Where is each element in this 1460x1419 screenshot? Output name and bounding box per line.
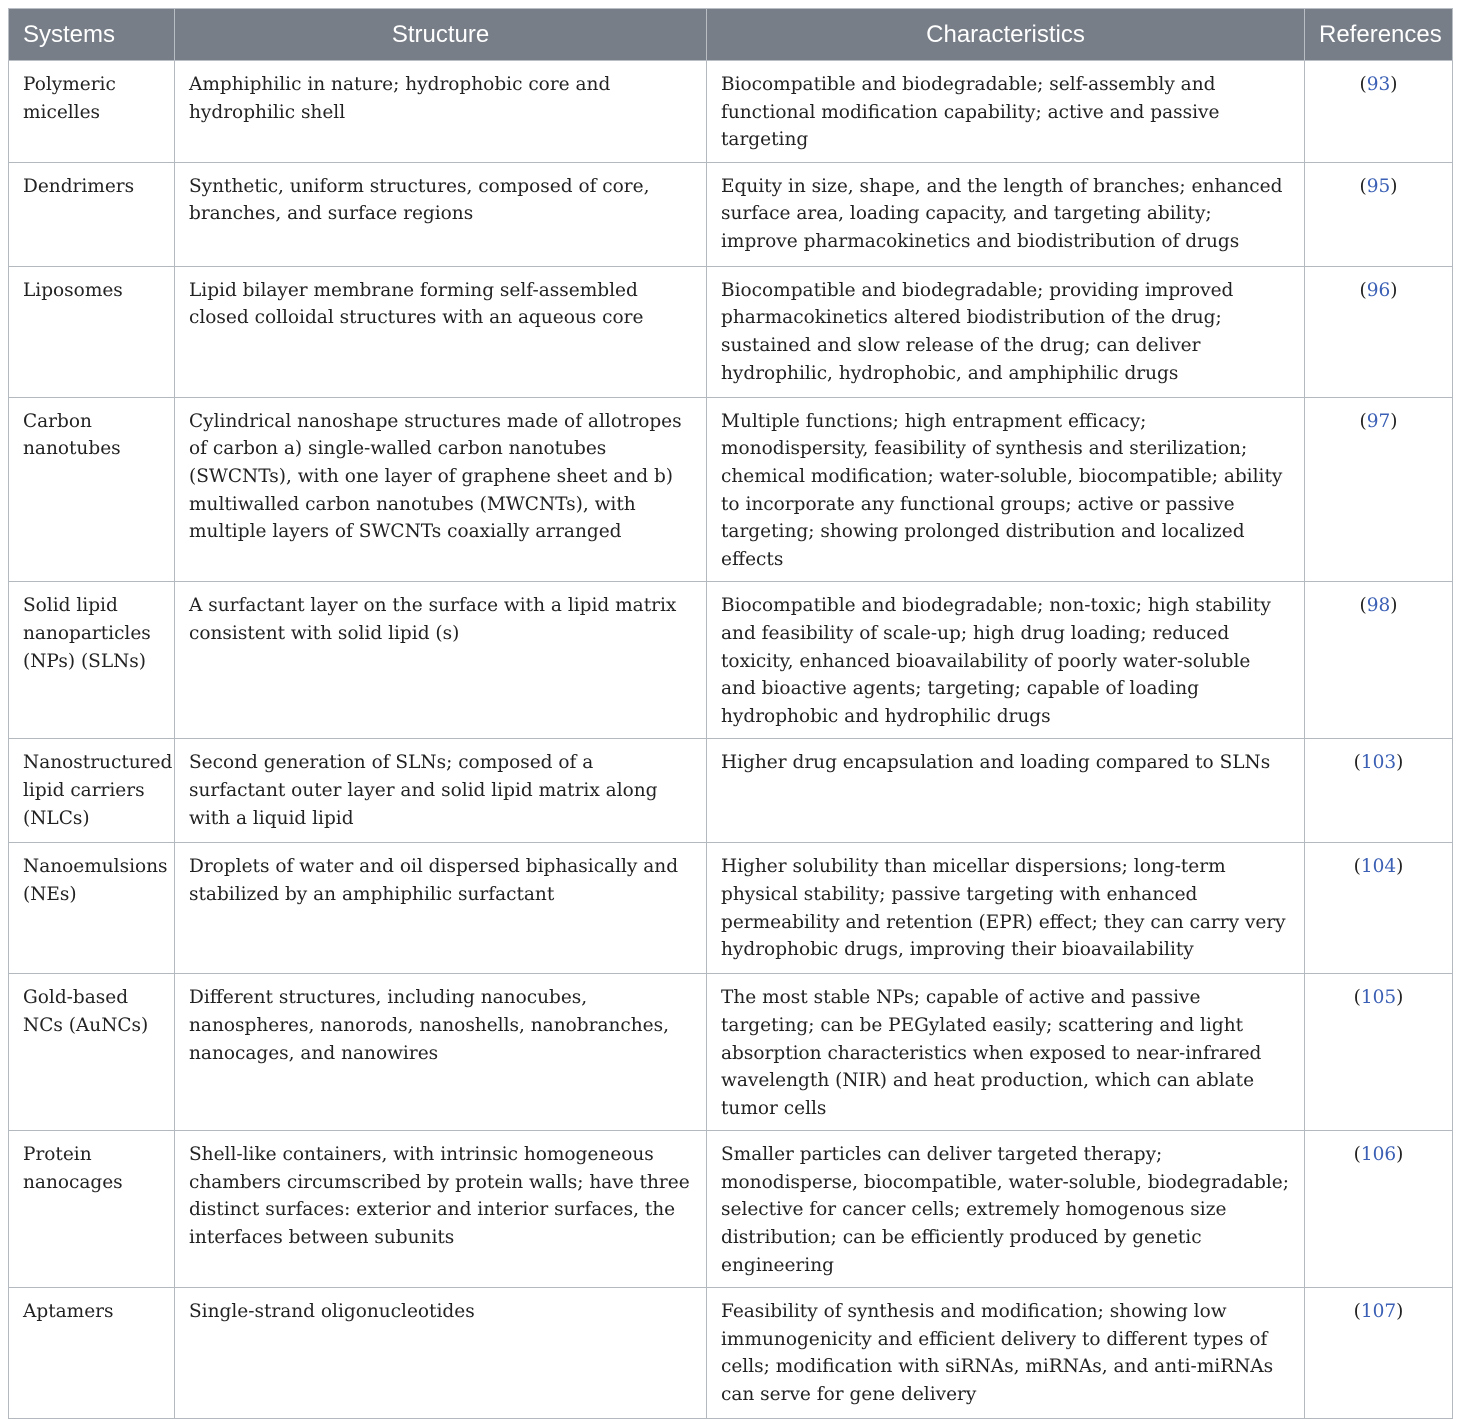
- reference-cell: (96): [1305, 266, 1453, 397]
- system-cell: Dendrimers: [9, 162, 175, 266]
- header-characteristics: Characteristics: [707, 9, 1305, 61]
- table-row: [9, 974, 1453, 1131]
- reference-cell: (97): [1305, 397, 1453, 582]
- reference-cell: (105): [1305, 974, 1453, 1131]
- characteristics-cell: Higher drug encapsulation and loading compared to SLNs: [707, 739, 1305, 843]
- reference-cell: (104): [1305, 843, 1453, 974]
- characteristics-cell: The most stable NPs; capable of active and passive targeting; can be PEGylated easily; scattering and light absorption characteristics when exposed to near-infrared wavelength (NIR) and heat production, which can ablate tumor cells: [707, 974, 1305, 1131]
- reference-cell: (107): [1305, 1288, 1453, 1419]
- table-row: [9, 397, 1453, 582]
- nanocarrier-systems-table: [8, 8, 1453, 1419]
- reference-cell: (98): [1305, 582, 1453, 739]
- table-row: [9, 582, 1453, 739]
- reference-link[interactable]: 98: [1366, 595, 1391, 617]
- characteristics-cell: Equity in size, shape, and the length of branches; enhanced surface area, loading capacity, and targeting ability; improve pharmacokinetics and biodistribution of drugs: [707, 162, 1305, 266]
- system-cell: Nanostructured lipid carriers (NLCs): [9, 739, 175, 843]
- table-row: [9, 61, 1453, 163]
- table-row: [9, 266, 1453, 397]
- structure-cell: Lipid bilayer membrane forming self-assembled closed colloidal structures with an aqueous core: [175, 266, 707, 397]
- characteristics-cell: Smaller particles can deliver targeted therapy; monodisperse, biocompatible, water-soluble, biodegradable; selective for cancer cells; extremely homogenous size distribution; can be efficiently produced by genetic engineering: [707, 1131, 1305, 1288]
- reference-link[interactable]: 95: [1366, 175, 1391, 197]
- table-row: [9, 162, 1453, 266]
- system-cell: Protein nanocages: [9, 1131, 175, 1288]
- reference-link[interactable]: 97: [1366, 410, 1391, 432]
- system-cell: Gold-based NCs (AuNCs): [9, 974, 175, 1131]
- table-row: [9, 843, 1453, 974]
- reference-link[interactable]: 96: [1366, 279, 1391, 301]
- system-cell: Aptamers: [9, 1288, 175, 1419]
- table-row: [9, 739, 1453, 843]
- table-row: [9, 1131, 1453, 1288]
- reference-link[interactable]: 107: [1360, 1301, 1397, 1323]
- structure-cell: A surfactant layer on the surface with a lipid matrix consistent with solid lipid (s): [175, 582, 707, 739]
- header-systems: Systems: [9, 9, 175, 61]
- header-references: References: [1305, 9, 1453, 61]
- characteristics-cell: Multiple functions; high entrapment efficacy; monodispersity, feasibility of synthesis and sterilization; chemical modification; water-soluble, biocompatible; ability to incorporate any functional groups; active or passive targeting; showing prolonged distribution and localized effects: [707, 397, 1305, 582]
- structure-cell: Single-strand oligonucleotides: [175, 1288, 707, 1419]
- reference-cell: (103): [1305, 739, 1453, 843]
- system-cell: Liposomes: [9, 266, 175, 397]
- characteristics-cell: Feasibility of synthesis and modification; showing low immunogenicity and efficient delivery to different types of cells; modification with siRNAs, miRNAs, and anti-miRNAs can serve for gene delivery: [707, 1288, 1305, 1419]
- reference-cell: (93): [1305, 61, 1453, 163]
- system-cell: Nanoemulsions (NEs): [9, 843, 175, 974]
- structure-cell: Synthetic, uniform structures, composed of core, branches, and surface regions: [175, 162, 707, 266]
- system-cell: Polymeric micelles: [9, 61, 175, 163]
- table-row: [9, 1288, 1453, 1419]
- reference-link[interactable]: 103: [1360, 752, 1397, 774]
- reference-cell: (95): [1305, 162, 1453, 266]
- structure-cell: Amphiphilic in nature; hydrophobic core and hydrophilic shell: [175, 61, 707, 163]
- structure-cell: Different structures, including nanocubes, nanospheres, nanorods, nanoshells, nanobranches, nanocages, and nanowires: [175, 974, 707, 1131]
- structure-cell: Cylindrical nanoshape structures made of allotropes of carbon a) single-walled carbon nanotubes (SWCNTs), with one layer of graphene sheet and b) multiwalled carbon nanotubes (MWCNTs), with multiple layers of SWCNTs coaxially arranged: [175, 397, 707, 582]
- characteristics-cell: Biocompatible and biodegradable; providing improved pharmacokinetics altered biodistribution of the drug; sustained and slow release of the drug; can deliver hydrophilic, hydrophobic, and amphiphilic drugs: [707, 266, 1305, 397]
- system-cell: Carbon nanotubes: [9, 397, 175, 582]
- reference-link[interactable]: 93: [1366, 74, 1391, 95]
- characteristics-cell: Biocompatible and biodegradable; non-toxic; high stability and feasibility of scale-up; high drug loading; reduced toxicity, enhanced bioavailability of poorly water-soluble and bioactive agents; targeting; capable of loading hydrophobic and hydrophilic drugs: [707, 582, 1305, 739]
- reference-link[interactable]: 106: [1360, 1144, 1397, 1166]
- reference-cell: (106): [1305, 1131, 1453, 1288]
- structure-cell: Shell-like containers, with intrinsic homogeneous chambers circumscribed by protein walls; have three distinct surfaces: exterior and interior surfaces, the interfaces between subunits: [175, 1131, 707, 1288]
- characteristics-cell: Higher solubility than micellar dispersions; long-term physical stability; passive targeting with enhanced permeability and retention (EPR) effect; they can carry very hydrophobic drugs, improving their bioavailability: [707, 843, 1305, 974]
- characteristics-cell: Biocompatible and biodegradable; self-assembly and functional modification capability; active and passive targeting: [707, 61, 1305, 163]
- header-row: [9, 9, 1453, 61]
- system-cell: Solid lipid nanoparticles (NPs) (SLNs): [9, 582, 175, 739]
- header-structure: Structure: [175, 9, 707, 61]
- structure-cell: Second generation of SLNs; composed of a surfactant outer layer and solid lipid matrix along with a liquid lipid: [175, 739, 707, 843]
- reference-link[interactable]: 105: [1360, 987, 1397, 1009]
- structure-cell: Droplets of water and oil dispersed biphasically and stabilized by an amphiphilic surfactant: [175, 843, 707, 974]
- reference-link[interactable]: 104: [1360, 856, 1397, 878]
